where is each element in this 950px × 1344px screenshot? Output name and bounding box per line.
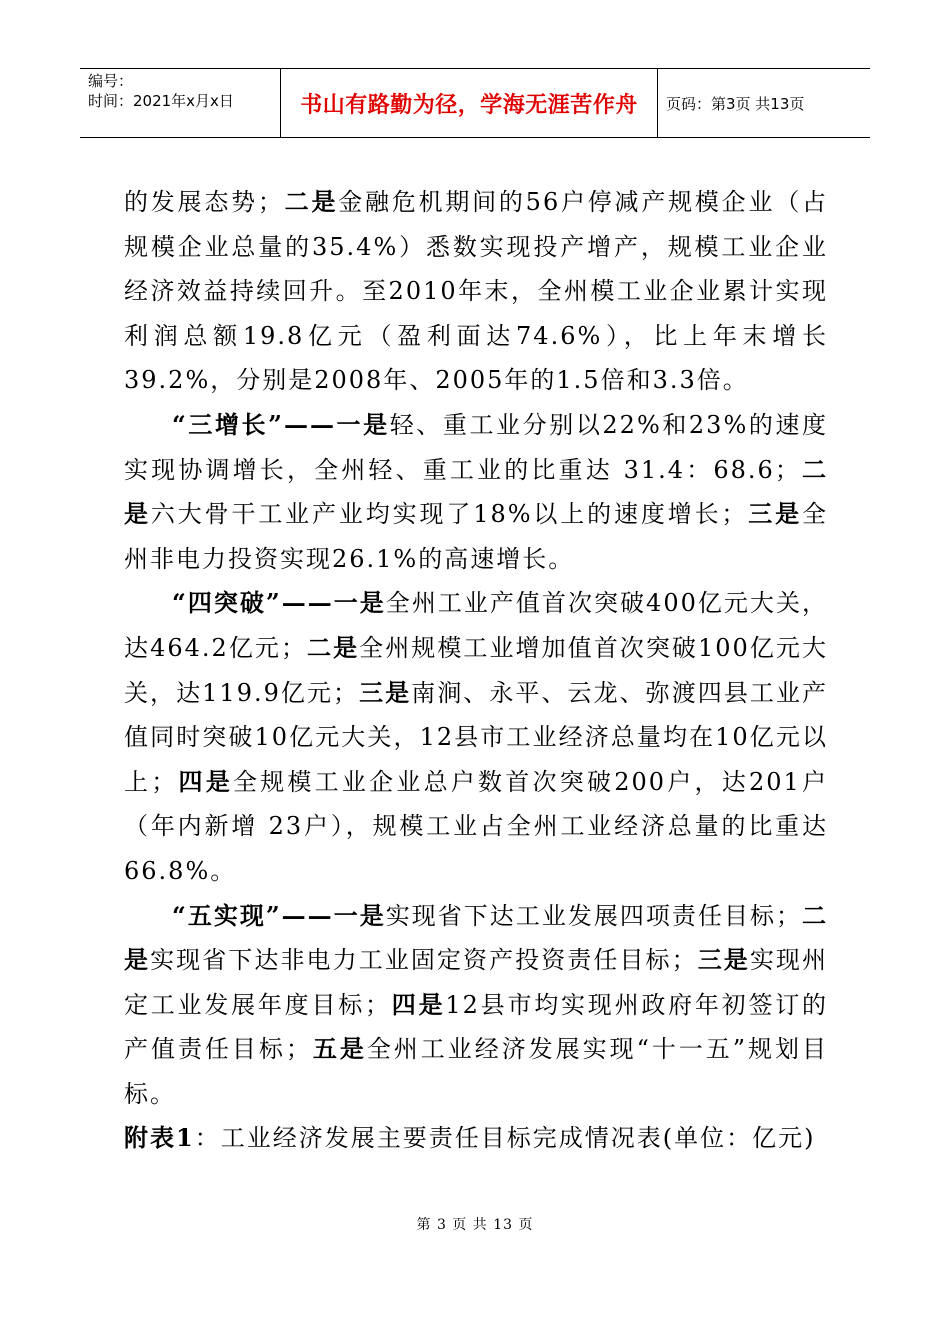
text-run: 全州工业产值首次突破400亿元大关，达464.2亿元； <box>124 589 828 662</box>
page-header <box>80 68 870 138</box>
bold-run: 二是 <box>124 900 829 975</box>
paragraph-1 <box>124 180 828 403</box>
text-run: 南涧、永平、云龙、弥渡四县工业产值同时突破10亿元大关，12县市工业经济总量均在10亿元以上； <box>124 678 829 796</box>
bold-run: 二是 <box>306 632 360 662</box>
header-motto: 书山有路勤为径，学海无涯苦作舟 <box>281 69 658 137</box>
text-run: 金融危机期间的56户停减产规模企业（占规模企业总量的35.4%）悉数实现投产增产，规模工业企业经济效益持续回升。至2010年末，全州模工业企业累计实现利润总额19.8亿元（盈利面达74.6%），比上年末增长39.2%，分别是2008年、2005年的1.5倍和3.3倍。 <box>124 188 829 395</box>
document-number-label: 编号： <box>88 72 134 90</box>
bold-run: “五实现”——一是 <box>172 900 386 930</box>
document-date-label: 时间：2021年x月x日 <box>88 92 234 110</box>
header-page-info: 页码：第3页 共13页 <box>666 94 805 113</box>
document-body <box>124 180 828 1161</box>
paragraph-five-achievements <box>124 894 828 1117</box>
paragraph-appendix-caption <box>124 1116 828 1161</box>
bold-run: “四突破”——一是 <box>172 588 386 618</box>
text-run: 实现省下达非电力工业固定资产投资责任目标； <box>150 946 698 975</box>
text-run: 实现省下达工业发展四项责任目标； <box>385 901 802 930</box>
bold-run: 四是 <box>177 766 233 796</box>
paragraph-four-breakthroughs <box>124 581 828 893</box>
bold-run: 二是 <box>124 454 829 529</box>
bold-run: 二是 <box>283 187 339 216</box>
text-run: 12县市均实现州政府年初签订的产值责任目标； <box>124 990 829 1064</box>
text-run: 实现州定工业发展年度目标； <box>124 946 829 1019</box>
text-run: 全州非电力投资实现26.1%的高速增长。 <box>124 500 829 573</box>
text-run: ：工业经济发展主要责任目标完成情况表(单位：亿元) <box>194 1124 816 1153</box>
bold-run: 三是 <box>747 499 803 529</box>
text-run: 全州工业经济发展实现“十一五”规划目标。 <box>124 1035 828 1108</box>
bold-run: 五是 <box>311 1034 367 1064</box>
bold-run: 四是 <box>391 989 446 1019</box>
bold-run: 三是 <box>697 945 750 975</box>
text-run: 六大骨干工业产业均实现了18%以上的速度增长； <box>150 500 748 529</box>
header-meta <box>80 69 281 137</box>
bold-run: “三增长”——一是 <box>172 409 390 439</box>
text-run: 全州规模工业增加值首次突破100亿元大关，达119.9亿元； <box>124 633 829 707</box>
text-run: 全规模工业企业总户数首次突破200户，达201户（年内新增 23户），规模工业占全州工业经济总量的比重达66.8%。 <box>124 767 828 885</box>
bold-run: 三是 <box>359 677 412 707</box>
paragraph-three-growth <box>124 403 828 581</box>
text-run: 轻、重工业分别以22%和23%的速度实现协调增长，全州轻、重工业的比重达 31.4：68.6； <box>124 410 829 484</box>
page-footer: 第 3 页 共 13 页 <box>416 1217 534 1233</box>
text-run: 的发展态势； <box>124 188 284 216</box>
bold-run: 附表1 <box>124 1123 195 1153</box>
